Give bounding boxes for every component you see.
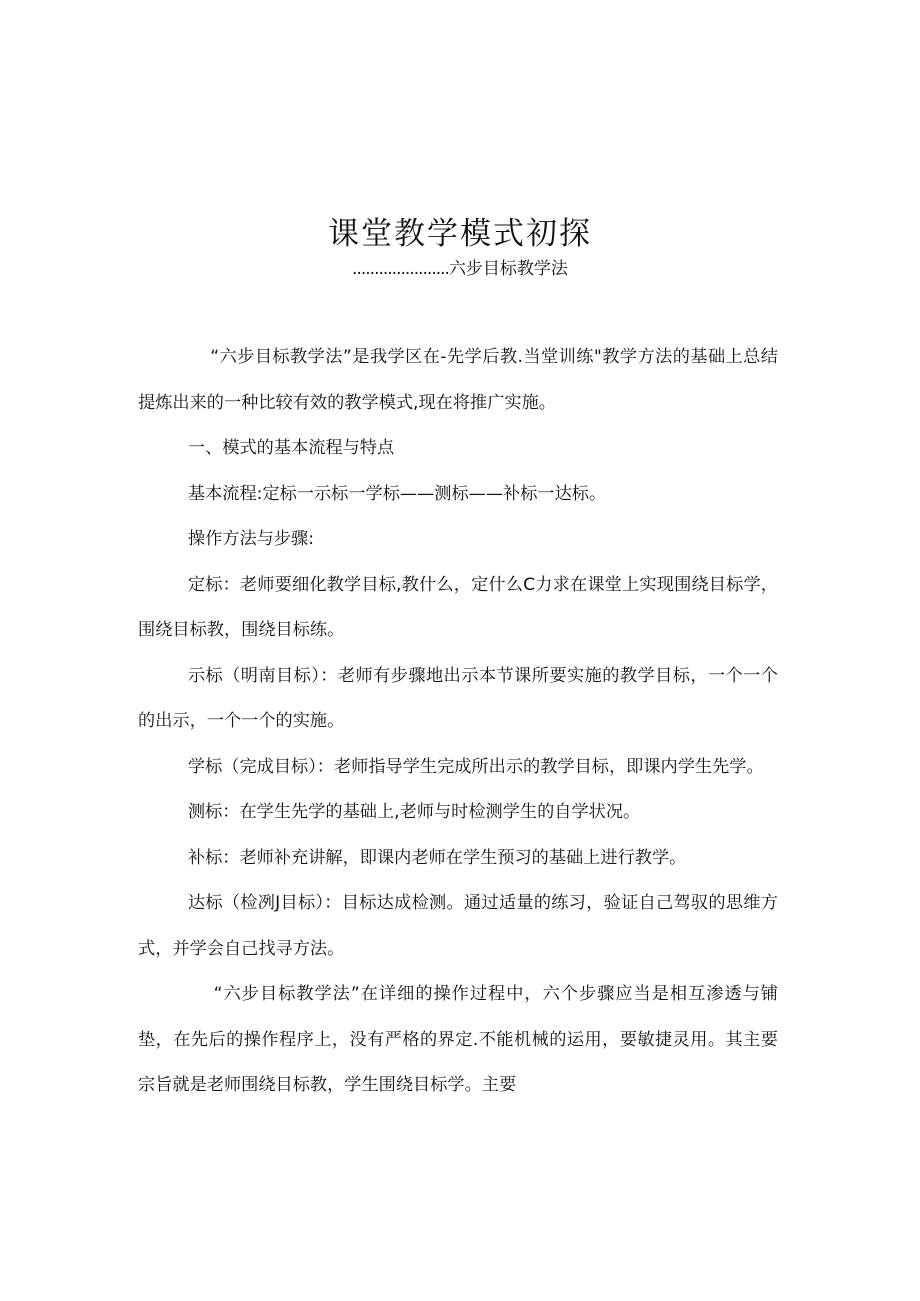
- section-heading: 一、模式的基本流程与特点: [187, 438, 395, 458]
- document-subtitle: [0, 257, 920, 281]
- paragraph-da-biao: 达标（检冽J目标）：目标达成检测。通过适量的练习，验证自己驾驭的思维方式，并学会自己找寻方法。: [138, 893, 778, 959]
- paragraph-shi-biao: 示标（明南目标）：老师有步骤地出示本节课所要实施的教学目标，一个一个的出示，一个一个的实施。: [138, 665, 778, 731]
- paragraph-xue-biao: 学标（完成目标）：老师指导学生完成所出示的教学目标，即课内学生先学。: [187, 756, 764, 777]
- paragraph-method-heading: 操作方法与步骤:: [187, 529, 314, 549]
- paragraph-ding-biao: 定标：老师要细化教学目标,教什么，定什么C力求在课堂上实现围绕目标学，围绕目标教，围绕目标练。: [138, 574, 778, 640]
- paragraph-bu-biao: 补标：老师补充讲解，即课内老师在学生预习的基础上进行教学。: [187, 847, 687, 868]
- subtitle-leader-dots: ......................: [352, 259, 449, 279]
- paragraph-summary: “六步目标教学法”在详细的操作过程中，六个步骤应当是相互渗透与铺垫，在先后的操作程序上，没有严格的界定.不能机械的运用，要敏捷灵用。其主要宗旨就是老师围绕目标教，学生围绕目标学。主要: [138, 984, 778, 1095]
- subtitle-text: 六步目标教学法: [448, 259, 568, 279]
- paragraph-basic-flow: 基本流程:定标一示标一学标——测标——补标一达标。: [187, 483, 607, 504]
- document-body: [138, 335, 778, 1109]
- document-title: 课堂教学模式初探: [328, 216, 592, 252]
- paragraph-ce-biao: 测标：在学生先学的基础上,老师与时检测学生的自学状况。: [187, 802, 641, 822]
- paragraph-intro: “六步目标教学法”是我学区在-先学后教.当堂训练"教学方法的基础上总结提炼出来的一种比较有效的教学模式,现在将推广实施。: [138, 347, 778, 413]
